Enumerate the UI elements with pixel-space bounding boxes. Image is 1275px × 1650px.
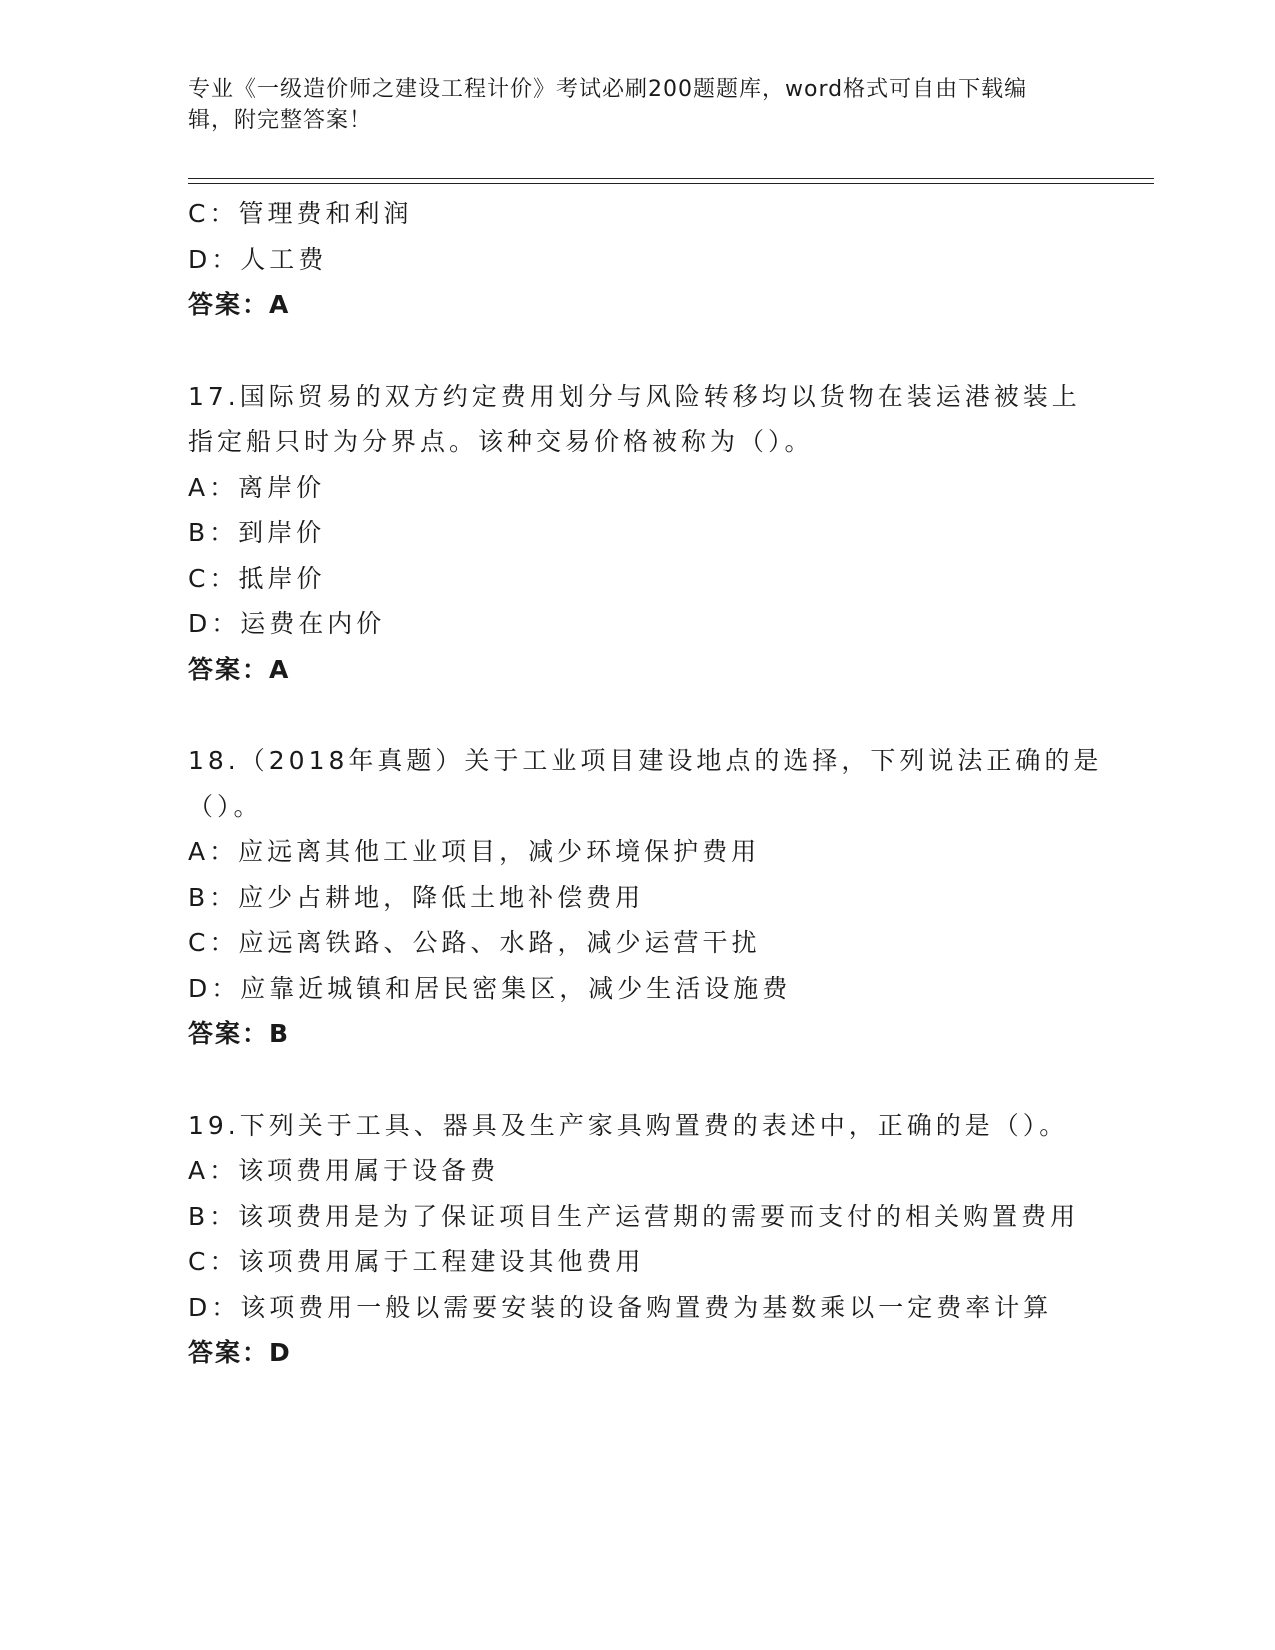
question-19 bbox=[188, 1103, 1108, 1376]
answer-line: 答案：D bbox=[188, 1338, 292, 1367]
option-a: A：离岸价 bbox=[188, 472, 326, 502]
question-stem: 18.（2018年真题）关于工业项目建设地点的选择，下列说法正确的是（）。 bbox=[188, 746, 1103, 821]
option-c: C：该项费用属于工程建设其他费用 bbox=[188, 1247, 645, 1276]
option-c: C：管理费和利润 bbox=[188, 199, 413, 228]
question-stem: 17.国际贸易的双方约定费用划分与风险转移均以货物在装运港被装上指定船只时为分界点。该种交易价格被称为（）。 bbox=[188, 381, 1081, 456]
option-c: C：抵岸价 bbox=[188, 563, 326, 593]
option-a: A：应远离其他工业项目，减少环境保护费用 bbox=[188, 837, 761, 866]
option-b: B：到岸价 bbox=[188, 518, 326, 547]
option-b: B：该项费用是为了保证项目生产运营期的需要而支付的相关购置费用 bbox=[188, 1201, 1080, 1231]
question-17 bbox=[188, 374, 1108, 693]
answer-line: 答案：B bbox=[188, 1019, 291, 1048]
option-d: D：该项费用一般以需要安装的设备购置费为基数乘以一定费率计算 bbox=[188, 1292, 1053, 1322]
header-text: 专业《一级造价师之建设工程计价》考试必刷200题题库，word格式可自由下载编辑，附完整答案！ bbox=[188, 77, 1028, 133]
option-d: D：应靠近城镇和居民密集区，减少生活设施费 bbox=[188, 973, 792, 1003]
page-header bbox=[188, 74, 1068, 136]
spacer bbox=[188, 328, 1108, 374]
question-18 bbox=[188, 738, 1108, 1057]
header-divider bbox=[188, 178, 1154, 184]
option-d: D：运费在内价 bbox=[188, 609, 386, 638]
option-b: B：应少占耕地，降低土地补偿费用 bbox=[188, 882, 645, 912]
spacer bbox=[188, 1057, 1108, 1103]
option-d: D：人工费 bbox=[188, 244, 328, 274]
answer-line: 答案：A bbox=[188, 654, 291, 684]
question-stem: 19.下列关于工具、器具及生产家具购置费的表述中，正确的是（）。 bbox=[188, 1110, 1069, 1140]
option-c: C：应远离铁路、公路、水路，减少运营干扰 bbox=[188, 928, 761, 957]
option-a: A：该项费用属于设备费 bbox=[188, 1156, 500, 1185]
question-list bbox=[188, 191, 1108, 1376]
question-16-continued bbox=[188, 191, 1108, 328]
answer-line: 答案：A bbox=[188, 290, 291, 319]
spacer bbox=[188, 692, 1108, 738]
